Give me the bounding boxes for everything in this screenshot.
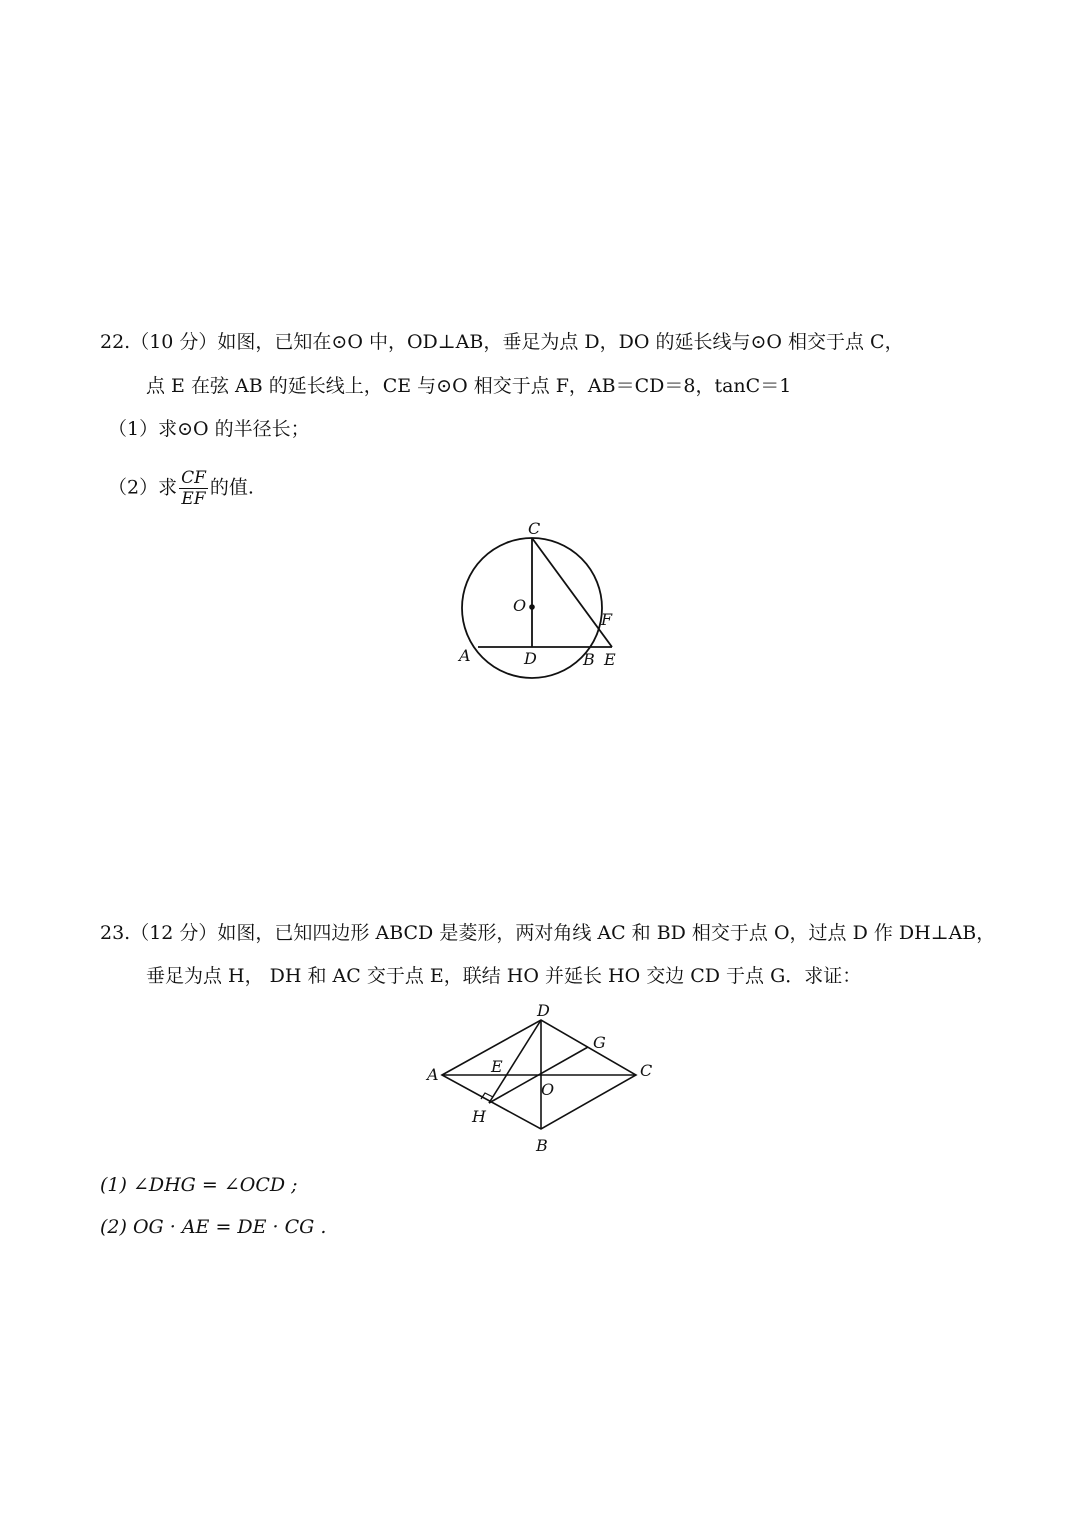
q23-line2: 垂足为点 H， DH 和 AC 交于点 E，联结 HO 并延长 HO 交边 CD 于点 G．求证： [146,965,862,987]
q22-fraction-numerator: CF [181,468,206,488]
q22-fraction-denominator: EF [181,489,206,509]
label-e: E [491,1057,503,1076]
center-point-o [529,604,535,610]
q22-part2-suffix: 的值. [209,476,254,499]
label-d: D [524,649,537,668]
q23-line1: 23.（12 分）如图，已知四边形 ABCD 是菱形，两对角线 AC 和 BD 相交于点 O，过点 D 作 DH⊥AB， [100,922,996,944]
label-c: C [640,1061,653,1080]
q23-figure [420,1000,660,1160]
label-d: D [537,1001,550,1020]
q23-part2: (2) OG · AE = DE · CG . [100,1216,327,1238]
label-c: C [528,519,541,538]
q22-line1: 22.（10 分）如图，已知在⊙O 中，OD⊥AB，垂足为点 D，DO 的延长线与⊙O 相交于点 C， [100,331,904,353]
q22-fraction [179,468,208,509]
q22-part1: （1）求⊙O 的半径长； [108,418,310,440]
label-a: A [427,1065,439,1084]
q22-line2: 点 E 在弦 AB 的延长线上，CE 与⊙O 相交于点 F，AB＝CD＝8，tanC＝1 [146,375,792,397]
q23-part1: (1) ∠DHG = ∠OCD ; [100,1174,298,1196]
q22-figure [440,510,640,690]
label-a: A [459,646,471,665]
label-g: G [593,1033,606,1052]
q22-part2 [108,468,254,509]
label-b: B [583,650,595,669]
q22-part2-prefix: （2）求 [108,476,178,499]
label-e: E [604,650,616,669]
label-f: F [601,610,613,629]
label-o: O [541,1080,555,1099]
label-o: O [513,596,527,615]
label-b: B [536,1136,548,1155]
label-h: H [472,1107,486,1126]
